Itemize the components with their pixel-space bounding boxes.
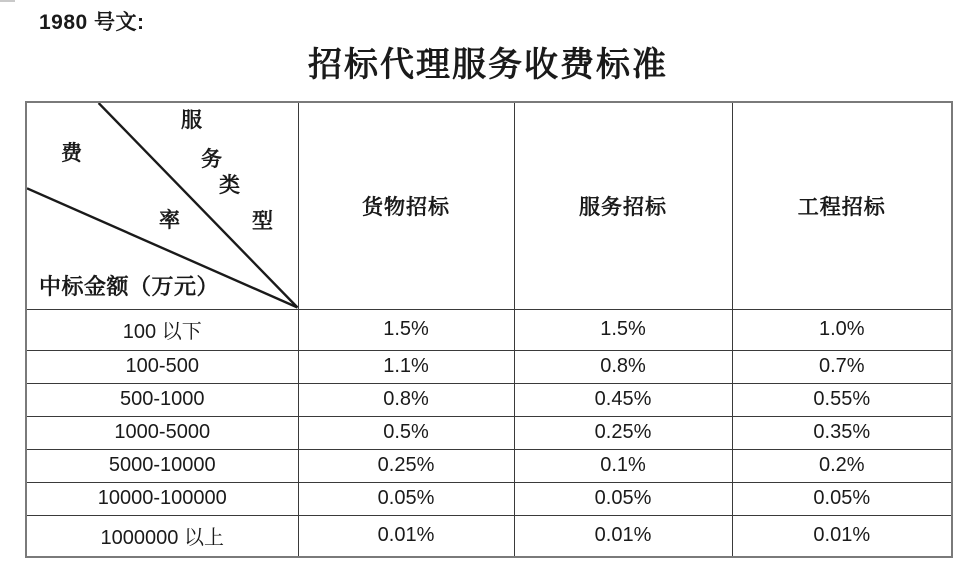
rate-cell: 0.45% (514, 383, 732, 416)
rate-cell: 0.25% (514, 416, 732, 449)
table-row (26, 309, 952, 350)
rate-cell: 1.0% (732, 309, 952, 350)
page-edge-artifact (0, 0, 15, 2)
corner-label-service-type-char3: 类 (219, 173, 240, 197)
amount-range-cell: 5000-10000 (26, 449, 298, 482)
rate-cell: 0.25% (298, 449, 514, 482)
amount-range-cell: 100 以下 (26, 309, 298, 350)
amount-range-cell: 500-1000 (26, 383, 298, 416)
amount-range-cell: 1000000 以上 (26, 515, 298, 557)
page-title: 招标代理服务收费标准 (308, 47, 668, 84)
table-corner-cell (26, 102, 298, 309)
rate-cell: 0.8% (298, 383, 514, 416)
header-row (26, 102, 952, 309)
corner-label-service-type-char1: 服 (181, 108, 202, 132)
rate-cell: 0.01% (298, 515, 514, 557)
corner-label-service-type-char2: 务 (201, 147, 222, 171)
corner-label-amount-axis: 中标金额（万元） (39, 274, 220, 299)
table-row (26, 515, 952, 557)
column-header-engineering: 工程招标 (732, 102, 952, 309)
rate-cell: 1.5% (514, 309, 732, 350)
corner-label-service-type-char4: 型 (252, 209, 273, 233)
rate-cell: 0.35% (732, 416, 952, 449)
rate-cell: 1.1% (298, 350, 514, 383)
table-row (26, 482, 952, 515)
column-header-service: 服务招标 (514, 102, 732, 309)
rate-cell: 0.05% (732, 482, 952, 515)
doc-number: 1980 号文: (39, 11, 145, 34)
corner-label-fee-rate-char1: 费 (61, 141, 82, 165)
table-row (26, 416, 952, 449)
table-row (26, 350, 952, 383)
table-row (26, 449, 952, 482)
rate-cell: 0.05% (514, 482, 732, 515)
rate-cell: 0.55% (732, 383, 952, 416)
rate-cell: 0.1% (514, 449, 732, 482)
rate-cell: 0.8% (514, 350, 732, 383)
rate-cell: 0.7% (732, 350, 952, 383)
amount-range-cell: 10000-100000 (26, 482, 298, 515)
rate-cell: 1.5% (298, 309, 514, 350)
table-row (26, 383, 952, 416)
corner-label-fee-rate-char2: 率 (159, 208, 180, 232)
rate-cell: 0.5% (298, 416, 514, 449)
rate-cell: 0.05% (298, 482, 514, 515)
rate-cell: 0.2% (732, 449, 952, 482)
rate-cell: 0.01% (732, 515, 952, 557)
fee-table (25, 101, 953, 558)
amount-range-cell: 100-500 (26, 350, 298, 383)
column-header-goods: 货物招标 (298, 102, 514, 309)
amount-range-cell: 1000-5000 (26, 416, 298, 449)
rate-cell: 0.01% (514, 515, 732, 557)
